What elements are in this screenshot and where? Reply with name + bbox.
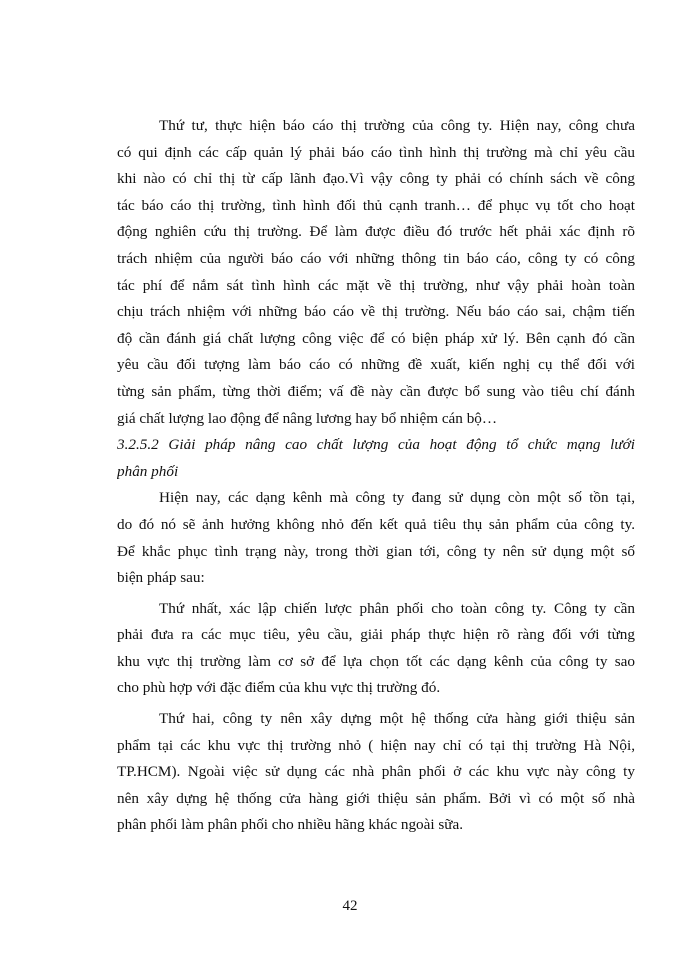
body-text xyxy=(117,113,635,839)
text-line: có qui định các cấp quản lý phải báo cáo tình hình thị trường mà chỉ yêu cầu xyxy=(117,143,635,161)
paragraph-channels xyxy=(117,485,635,591)
text-line: Để khắc phục tình trạng này, trong thời gian tới, công ty nên sử dụng một số xyxy=(117,542,635,560)
text-line: tác báo cáo thị trường, tình hình đối thủ cạnh tranh… để phục vụ tốt cho hoạt xyxy=(117,196,635,214)
text-line: khu vực thị trường làm cơ sở để lựa chọn tốt các dạng kênh của công ty sao xyxy=(117,652,635,670)
section-heading xyxy=(117,432,635,485)
text-line: chịu trách nhiệm với những báo cáo về thị trường. Nếu báo cáo sai, chậm tiến xyxy=(117,303,635,321)
text-line: yêu cầu đối tượng làm báo cáo có những đề xuất, kiến nghị cụ thể đối với xyxy=(117,356,635,374)
text-line: cho phù hợp với đặc điểm của khu vực thị trường đó. xyxy=(117,679,441,697)
text-line: nên xây dựng hệ thống cửa hàng giới thiệu sản phẩm. Bởi vì có một số nhà xyxy=(117,789,635,807)
text-line: tác phí để nắm sát tình hình các mặt về thị trường, như vậy phải hoàn toàn xyxy=(117,276,635,294)
text-line: trách nhiệm của người báo cáo với những thông tin báo cáo, công ty có công xyxy=(117,249,635,267)
heading-line: 3.2.5.2 Giải pháp nâng cao chất lượng của hoạt động tổ chức mạng lưới xyxy=(117,436,635,454)
paragraph-first-measure xyxy=(117,596,635,702)
text-line: phẩm tại các khu vực thị trường nhỏ ( hiện nay chỉ có tại thị trường Hà Nội, xyxy=(117,736,635,754)
text-line: giá chất lượng lao động để nâng lương hay bổ nhiệm cán bộ… xyxy=(117,409,498,427)
page-number: 42 xyxy=(342,898,358,914)
text-line: động nghiên cứu thị trường. Để làm được điều đó trước hết phải xác định rõ xyxy=(117,223,635,241)
text-line: do đó nó sẽ ảnh hưởng không nhỏ đến kết quả tiêu thụ sản phẩm của công ty. xyxy=(117,515,635,533)
text-line: phải đưa ra các mục tiêu, yêu cầu, giải pháp thực hiện rõ ràng đối với từng xyxy=(117,626,635,644)
text-line: Hiện nay, các dạng kênh mà công ty đang sử dụng còn một số tồn tại, xyxy=(159,489,635,507)
text-line: khi nào có chỉ thị từ cấp lãnh đạo.Vì vậy công ty phải có chính sách về công xyxy=(117,170,635,188)
text-line: Thứ hai, công ty nên xây dựng một hệ thống cửa hàng giới thiệu sản xyxy=(159,710,635,728)
heading-line: phân phối xyxy=(117,462,179,480)
text-line: phân phối làm phân phối cho nhiều hãng khác ngoài sữa. xyxy=(117,816,464,834)
paragraph-second-measure xyxy=(117,706,635,839)
text-line: độ cần đánh giá chất lượng công việc để có biện pháp xử lý. Bên cạnh đó cần xyxy=(117,329,635,347)
text-line: từng sản phẩm, từng thời điểm; vấ đề này cần được bổ sung vào tiêu chí đánh xyxy=(117,382,635,400)
text-line: biện pháp sau: xyxy=(117,569,205,587)
text-line: Thứ tư, thực hiện báo cáo thị trường của công ty. Hiện nay, công chưa xyxy=(159,117,635,134)
paragraph-reporting xyxy=(117,113,635,432)
text-line: Thứ nhất, xác lập chiến lược phân phối cho toàn công ty. Công ty cần xyxy=(159,599,635,617)
text-line: TP.HCM). Ngoài việc sử dụng các nhà phân phối ở các khu vực này công ty xyxy=(117,763,635,781)
